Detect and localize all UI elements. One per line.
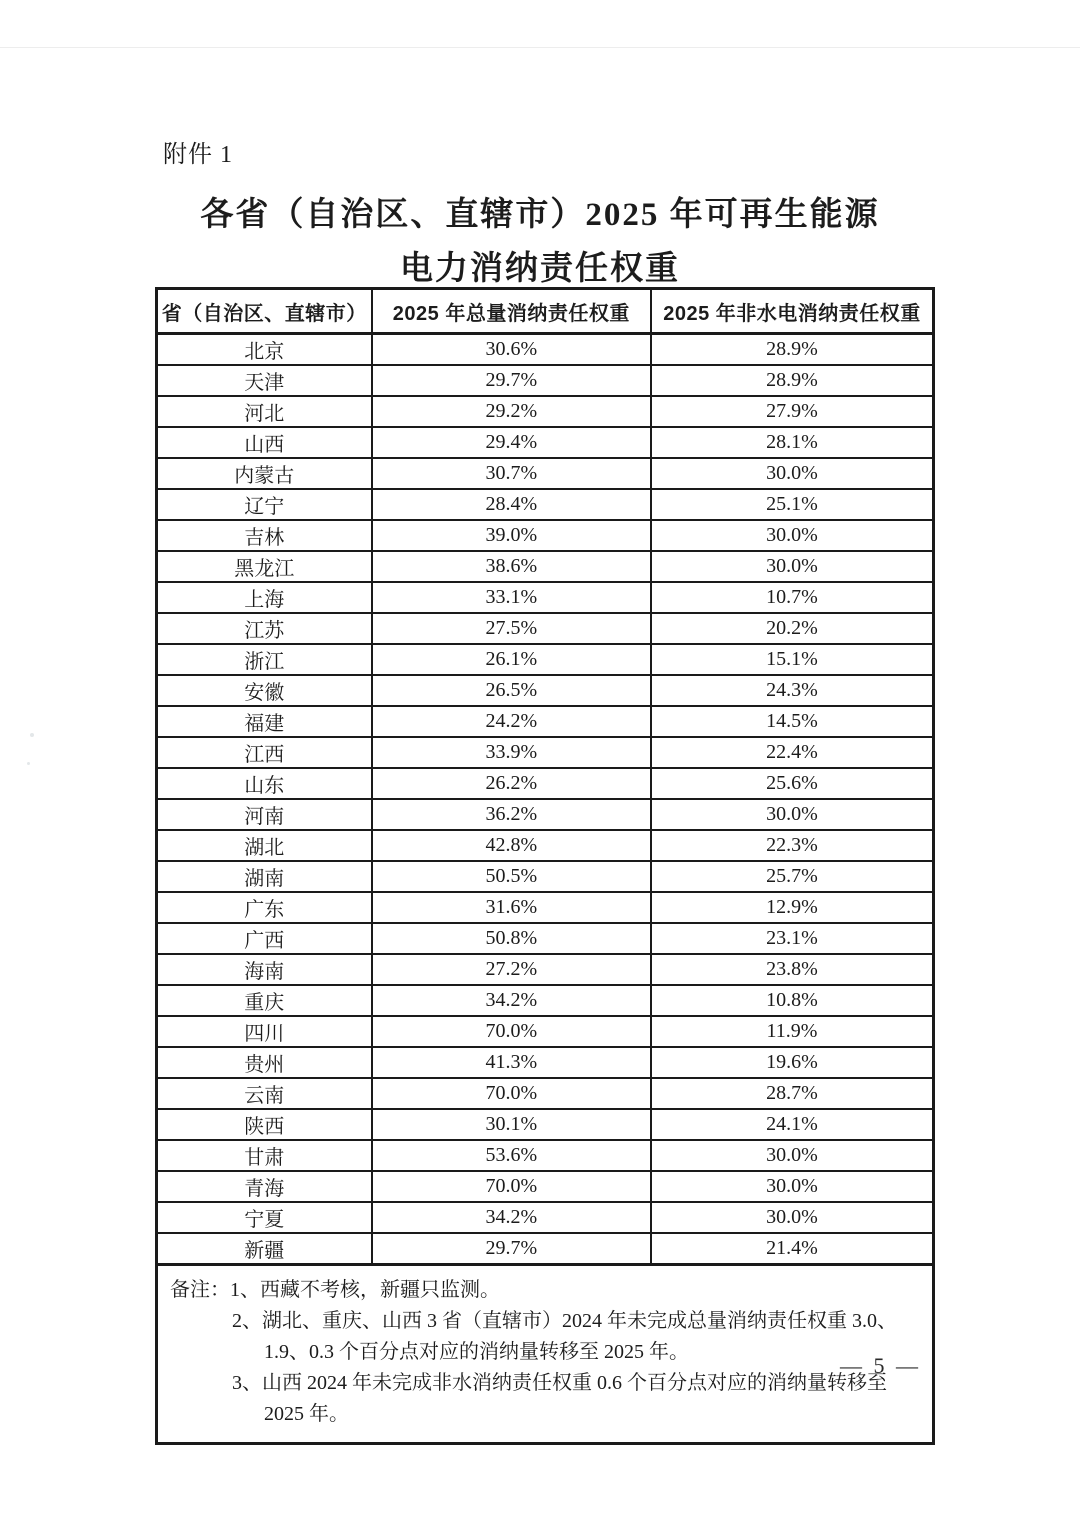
table-row: [158, 427, 932, 458]
notes-section: [158, 1263, 932, 1442]
total-weight-cell: 70.0%: [372, 1078, 651, 1109]
total-weight-cell: 26.5%: [372, 675, 651, 706]
total-weight-cell: 33.9%: [372, 737, 651, 768]
province-cell: 广西: [158, 923, 372, 954]
total-weight-cell: 26.2%: [372, 768, 651, 799]
total-weight-cell: 28.4%: [372, 489, 651, 520]
total-weight-cell: 53.6%: [372, 1140, 651, 1171]
page-number: — 5 —: [840, 1353, 921, 1378]
province-cell: 安徽: [158, 675, 372, 706]
province-cell: 天津: [158, 365, 372, 396]
province-cell: 浙江: [158, 644, 372, 675]
table-row: [158, 954, 932, 985]
table-row: [158, 892, 932, 923]
table-row: [158, 365, 932, 396]
nonhydro-weight-cell: 24.1%: [651, 1109, 932, 1140]
table-row: [158, 799, 932, 830]
nonhydro-weight-cell: 25.6%: [651, 768, 932, 799]
title-line-1: 各省（自治区、直辖市）2025 年可再生能源: [200, 197, 880, 233]
nonhydro-weight-cell: 28.9%: [651, 334, 932, 366]
nonhydro-weight-cell: 30.0%: [651, 520, 932, 551]
province-cell: 河北: [158, 396, 372, 427]
province-cell: 江西: [158, 737, 372, 768]
province-cell: 宁夏: [158, 1202, 372, 1233]
table-row: [158, 768, 932, 799]
nonhydro-weight-cell: 22.3%: [651, 830, 932, 861]
total-weight-cell: 26.1%: [372, 644, 651, 675]
table-row: [158, 1202, 932, 1233]
nonhydro-weight-cell: 28.1%: [651, 427, 932, 458]
province-cell: 北京: [158, 334, 372, 366]
table-row: [158, 644, 932, 675]
table-row: [158, 458, 932, 489]
note-item-1: 1、西藏不考核，新疆只监测。: [230, 1279, 500, 1301]
total-weight-cell: 30.7%: [372, 458, 651, 489]
total-weight-cell: 29.7%: [372, 365, 651, 396]
province-cell: 内蒙古: [158, 458, 372, 489]
table-row: [158, 1233, 932, 1263]
nonhydro-weight-cell: 23.8%: [651, 954, 932, 985]
table-row: [158, 1140, 932, 1171]
total-weight-cell: 36.2%: [372, 799, 651, 830]
nonhydro-weight-cell: 20.2%: [651, 613, 932, 644]
table-row: [158, 1047, 932, 1078]
province-cell: 陕西: [158, 1109, 372, 1140]
total-weight-cell: 70.0%: [372, 1016, 651, 1047]
table-row: [158, 1109, 932, 1140]
total-weight-cell: 29.4%: [372, 427, 651, 458]
province-cell: 重庆: [158, 985, 372, 1016]
note-item-3: 3、山西 2024 年未完成非水消纳责任权重 0.6 个百分点对应的消纳量转移至 2025 年。: [232, 1372, 887, 1425]
province-cell: 辽宁: [158, 489, 372, 520]
province-cell: 云南: [158, 1078, 372, 1109]
total-weight-cell: 41.3%: [372, 1047, 651, 1078]
total-weight-cell: 70.0%: [372, 1171, 651, 1202]
province-cell: 江苏: [158, 613, 372, 644]
total-weight-cell: 42.8%: [372, 830, 651, 861]
table-row: [158, 334, 932, 366]
province-cell: 甘肃: [158, 1140, 372, 1171]
province-cell: 福建: [158, 706, 372, 737]
total-weight-cell: 29.7%: [372, 1233, 651, 1263]
table-row: [158, 489, 932, 520]
nonhydro-weight-cell: 30.0%: [651, 1202, 932, 1233]
total-weight-cell: 39.0%: [372, 520, 651, 551]
weights-table: [158, 290, 932, 1263]
note-item-2: 2、湖北、重庆、山西 3 省（直辖市）2024 年未完成总量消纳责任权重 3.0、1.9、0.3 个百分点对应的消纳量转移至 2025 年。: [232, 1310, 897, 1363]
nonhydro-weight-cell: 30.0%: [651, 1140, 932, 1171]
nonhydro-weight-cell: 15.1%: [651, 644, 932, 675]
province-cell: 湖北: [158, 830, 372, 861]
table-header-row: [158, 290, 932, 334]
document-title: [0, 188, 1080, 296]
scan-artifact-line: [0, 47, 1080, 48]
table-body: [158, 334, 932, 1264]
province-cell: 吉林: [158, 520, 372, 551]
nonhydro-weight-cell: 22.4%: [651, 737, 932, 768]
attachment-label: 附件 1: [163, 142, 233, 168]
scan-speck: [30, 733, 34, 737]
nonhydro-weight-cell: 24.3%: [651, 675, 932, 706]
nonhydro-weight-cell: 28.9%: [651, 365, 932, 396]
total-weight-cell: 34.2%: [372, 1202, 651, 1233]
table-row: [158, 551, 932, 582]
total-weight-cell: 30.1%: [372, 1109, 651, 1140]
nonhydro-weight-cell: 28.7%: [651, 1078, 932, 1109]
nonhydro-weight-cell: 25.7%: [651, 861, 932, 892]
table-row: [158, 737, 932, 768]
province-cell: 海南: [158, 954, 372, 985]
table-row: [158, 582, 932, 613]
table-row: [158, 985, 932, 1016]
province-cell: 青海: [158, 1171, 372, 1202]
total-weight-cell: 30.6%: [372, 334, 651, 366]
total-weight-cell: 27.5%: [372, 613, 651, 644]
nonhydro-weight-cell: 23.1%: [651, 923, 932, 954]
nonhydro-weight-cell: 19.6%: [651, 1047, 932, 1078]
nonhydro-weight-cell: 21.4%: [651, 1233, 932, 1263]
province-cell: 山东: [158, 768, 372, 799]
nonhydro-weight-cell: 30.0%: [651, 799, 932, 830]
table-row: [158, 861, 932, 892]
total-weight-cell: 50.5%: [372, 861, 651, 892]
nonhydro-weight-cell: 27.9%: [651, 396, 932, 427]
nonhydro-weight-cell: 30.0%: [651, 458, 932, 489]
total-weight-cell: 24.2%: [372, 706, 651, 737]
nonhydro-weight-cell: 14.5%: [651, 706, 932, 737]
nonhydro-weight-cell: 11.9%: [651, 1016, 932, 1047]
nonhydro-weight-cell: 25.1%: [651, 489, 932, 520]
table-row: [158, 520, 932, 551]
table-row: [158, 830, 932, 861]
nonhydro-weight-cell: 30.0%: [651, 551, 932, 582]
weights-table-box: [155, 287, 935, 1445]
total-weight-cell: 33.1%: [372, 582, 651, 613]
province-cell: 湖南: [158, 861, 372, 892]
nonhydro-weight-cell: 30.0%: [651, 1171, 932, 1202]
total-weight-cell: 50.8%: [372, 923, 651, 954]
province-cell: 广东: [158, 892, 372, 923]
total-weight-cell: 34.2%: [372, 985, 651, 1016]
province-cell: 贵州: [158, 1047, 372, 1078]
province-cell: 河南: [158, 799, 372, 830]
table-row: [158, 396, 932, 427]
notes-label: 备注：: [170, 1279, 230, 1301]
table-row: [158, 1078, 932, 1109]
table-row: [158, 675, 932, 706]
table-row: [158, 923, 932, 954]
title-line-2: 电力消纳责任权重: [400, 251, 680, 287]
header-province: 省（自治区、直辖市）: [158, 290, 372, 334]
header-nonhydro-weight: 2025 年非水电消纳责任权重: [651, 290, 932, 334]
province-cell: 新疆: [158, 1233, 372, 1263]
nonhydro-weight-cell: 12.9%: [651, 892, 932, 923]
province-cell: 上海: [158, 582, 372, 613]
scan-speck: [27, 762, 30, 765]
province-cell: 山西: [158, 427, 372, 458]
table-row: [158, 1016, 932, 1047]
table-row: [158, 1171, 932, 1202]
province-cell: 黑龙江: [158, 551, 372, 582]
nonhydro-weight-cell: 10.7%: [651, 582, 932, 613]
total-weight-cell: 27.2%: [372, 954, 651, 985]
table-row: [158, 613, 932, 644]
header-total-weight: 2025 年总量消纳责任权重: [372, 290, 651, 334]
total-weight-cell: 29.2%: [372, 396, 651, 427]
total-weight-cell: 31.6%: [372, 892, 651, 923]
note-line-1: [170, 1275, 918, 1306]
province-cell: 四川: [158, 1016, 372, 1047]
total-weight-cell: 38.6%: [372, 551, 651, 582]
table-row: [158, 706, 932, 737]
nonhydro-weight-cell: 10.8%: [651, 985, 932, 1016]
